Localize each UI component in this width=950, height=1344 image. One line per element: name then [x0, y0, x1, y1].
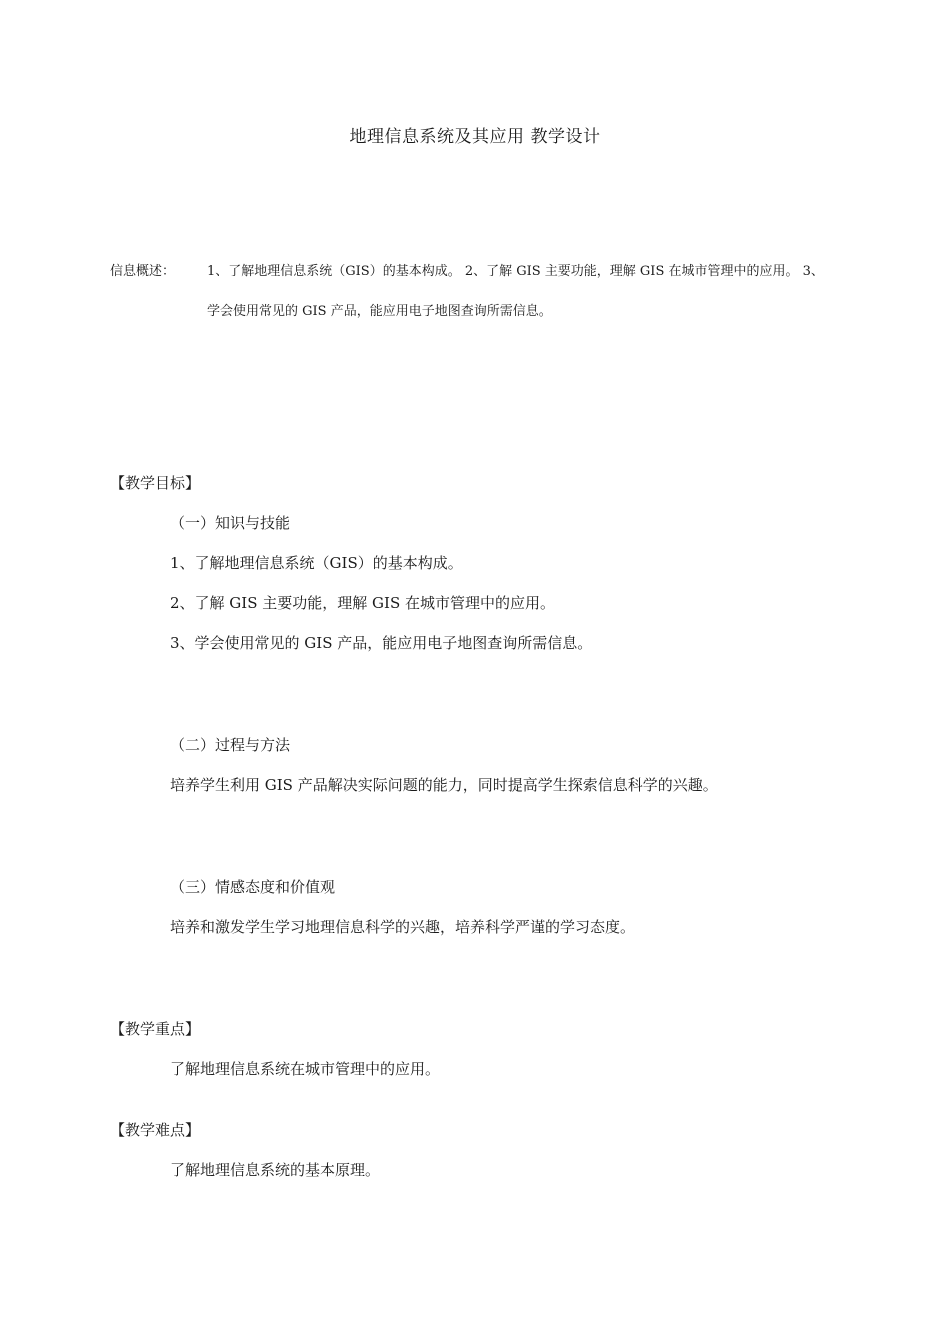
knowledge-item-3: 3、学会使用常见的 GIS 产品，能应用电子地图查询所需信息。	[170, 634, 593, 652]
knowledge-item-2: 2、了解 GIS 主要功能，理解 GIS 在城市管理中的应用。	[170, 594, 555, 612]
process-method-text: 培养学生利用 GIS 产品解决实际问题的能力，同时提高学生探索信息科学的兴趣。	[170, 776, 718, 794]
attitude-values-text: 培养和激发学生学习地理信息科学的兴趣，培养科学严谨的学习态度。	[170, 918, 636, 936]
knowledge-skills-heading: （一）知识与技能	[170, 514, 291, 532]
objectives-heading: 【教学目标】	[110, 474, 201, 492]
key-point-heading: 【教学重点】	[110, 1020, 201, 1038]
knowledge-item-1: 1、了解地理信息系统（GIS）的基本构成。	[170, 554, 463, 572]
difficulty-text: 了解地理信息系统的基本原理。	[170, 1161, 381, 1179]
process-method-heading: （二）过程与方法	[170, 736, 291, 754]
key-point-text: 了解地理信息系统在城市管理中的应用。	[170, 1060, 441, 1078]
difficulty-heading: 【教学难点】	[110, 1121, 201, 1139]
summary-text-line-1: 1、了解地理信息系统（GIS）的基本构成。 2、了解 GIS 主要功能，理解 GIS 在城市管理中的应用。 3、	[207, 264, 824, 279]
attitude-values-heading: （三）情感态度和价值观	[170, 878, 336, 896]
summary-label: 信息概述：	[110, 264, 176, 279]
document-title: 地理信息系统及其应用 教学设计	[349, 127, 601, 147]
summary-text-line-2: 学会使用常见的 GIS 产品，能应用电子地图查询所需信息。	[207, 304, 552, 319]
